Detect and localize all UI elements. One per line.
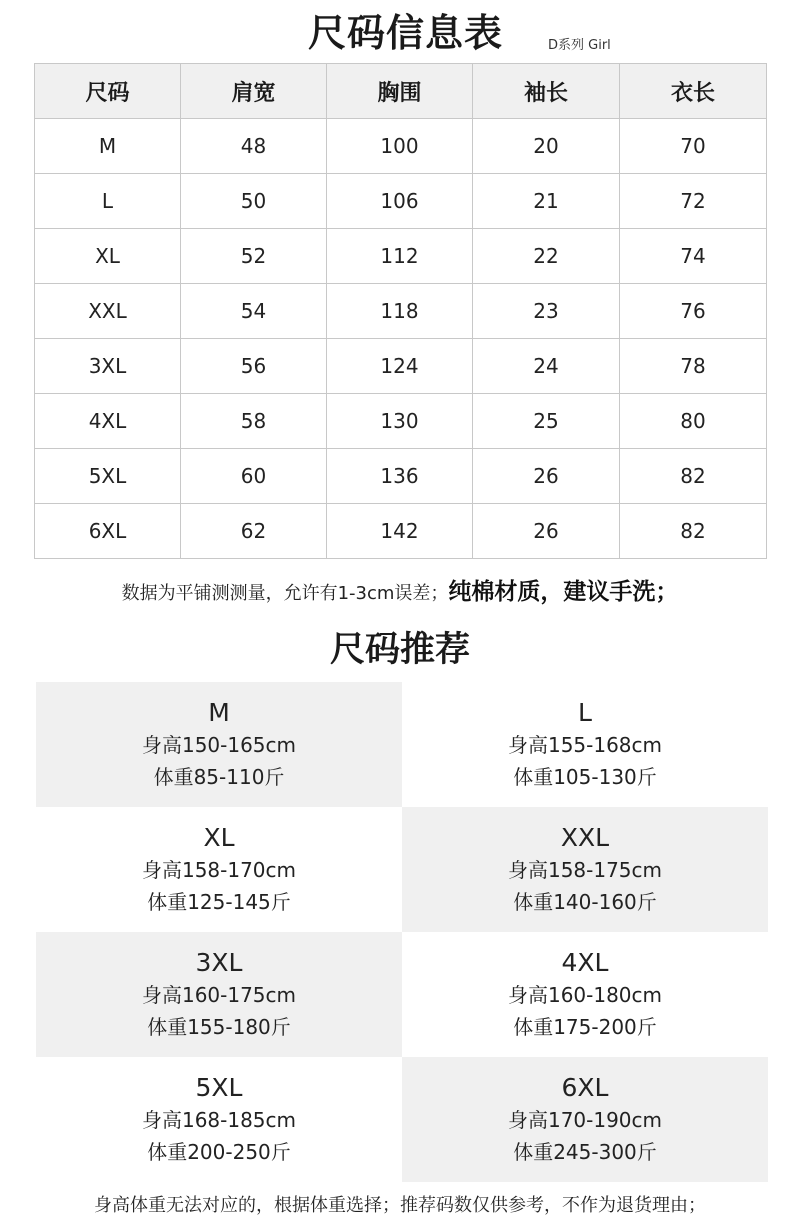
page-title: 尺码信息表 — [308, 11, 504, 55]
table-cell: 100 — [327, 119, 473, 174]
header-length: 衣长 — [620, 64, 767, 119]
table-row — [35, 504, 767, 559]
table-row — [35, 174, 767, 229]
table-cell: 25 — [473, 394, 620, 449]
table-cell: 6XL — [35, 504, 181, 559]
table-cell: 50 — [181, 174, 327, 229]
recommend-weight: 体重155-180斤 — [147, 1014, 291, 1039]
recommend-height: 身高160-180cm — [507, 982, 663, 1007]
table-cell: 62 — [181, 504, 327, 559]
recommend-weight: 体重140-160斤 — [513, 889, 657, 914]
table-row — [35, 394, 767, 449]
table-cell: XXL — [35, 284, 181, 339]
table-cell: 5XL — [35, 449, 181, 504]
table-cell: 72 — [620, 174, 767, 229]
recommend-size: 4XL — [561, 947, 609, 977]
recommend-card — [402, 807, 768, 932]
recommend-size: M — [208, 697, 230, 727]
recommend-height: 身高158-175cm — [507, 857, 663, 882]
table-header-row — [35, 64, 767, 119]
table-cell: 26 — [473, 449, 620, 504]
table-cell: 78 — [620, 339, 767, 394]
recommend-weight: 体重245-300斤 — [513, 1139, 657, 1164]
measurement-note — [0, 574, 800, 612]
footer-disclaimer: 身高体重无法对应的，根据体重选择；推荐码数仅供参考，不作为退货理由； — [94, 1195, 706, 1216]
series-tag: D系列 Girl — [548, 38, 611, 53]
table-cell: L — [35, 174, 181, 229]
recommend-weight: 体重200-250斤 — [147, 1139, 291, 1164]
note-measurement: 数据为平铺测测量，允许有1-3cm误差； — [121, 583, 449, 604]
table-cell: 124 — [327, 339, 473, 394]
table-cell: 142 — [327, 504, 473, 559]
recommend-card — [36, 682, 402, 807]
recommend-height: 身高155-168cm — [507, 732, 663, 757]
table-cell: M — [35, 119, 181, 174]
table-cell: 82 — [620, 449, 767, 504]
recommend-weight: 体重105-130斤 — [513, 764, 657, 789]
header-chest: 胸围 — [327, 64, 473, 119]
table-cell: 48 — [181, 119, 327, 174]
table-row — [35, 339, 767, 394]
recommend-size: L — [578, 697, 592, 727]
table-cell: 54 — [181, 284, 327, 339]
table-cell: 21 — [473, 174, 620, 229]
recommend-size: XL — [203, 822, 235, 852]
recommend-weight: 体重175-200斤 — [513, 1014, 657, 1039]
header-size: 尺码 — [35, 64, 181, 119]
table-cell: 58 — [181, 394, 327, 449]
table-cell: 3XL — [35, 339, 181, 394]
table-row — [35, 119, 767, 174]
recommend-size: 6XL — [561, 1072, 609, 1102]
table-row — [35, 229, 767, 284]
size-table — [34, 63, 767, 559]
recommend-height: 身高168-185cm — [141, 1107, 297, 1132]
table-cell: 112 — [327, 229, 473, 284]
table-cell: 74 — [620, 229, 767, 284]
recommend-size: 5XL — [195, 1072, 243, 1102]
recommend-size: 3XL — [195, 947, 243, 977]
table-cell: 26 — [473, 504, 620, 559]
recommend-height: 身高158-170cm — [141, 857, 297, 882]
table-cell: 80 — [620, 394, 767, 449]
recommend-weight: 体重85-110斤 — [153, 764, 285, 789]
recommend-size: XXL — [560, 822, 610, 852]
recommend-card — [402, 932, 768, 1057]
recommend-grid — [36, 682, 768, 1182]
table-cell: 4XL — [35, 394, 181, 449]
table-cell: 136 — [327, 449, 473, 504]
table-cell: 23 — [473, 284, 620, 339]
recommend-height: 身高170-190cm — [507, 1107, 663, 1132]
table-cell: 70 — [620, 119, 767, 174]
recommend-weight: 体重125-145斤 — [147, 889, 291, 914]
table-row — [35, 449, 767, 504]
table-cell: 56 — [181, 339, 327, 394]
table-cell: 24 — [473, 339, 620, 394]
header-sleeve: 袖长 — [473, 64, 620, 119]
table-row — [35, 284, 767, 339]
recommend-card — [402, 1057, 768, 1182]
recommend-card — [36, 932, 402, 1057]
header-shoulder: 肩宽 — [181, 64, 327, 119]
table-cell: 52 — [181, 229, 327, 284]
recommend-card — [36, 807, 402, 932]
recommend-height: 身高150-165cm — [141, 732, 297, 757]
note-material: 纯棉材质，建议手洗； — [448, 579, 679, 605]
table-cell: 60 — [181, 449, 327, 504]
table-cell: 22 — [473, 229, 620, 284]
table-cell: 106 — [327, 174, 473, 229]
recommend-height: 身高160-175cm — [141, 982, 297, 1007]
table-cell: 118 — [327, 284, 473, 339]
recommend-card — [402, 682, 768, 807]
table-cell: XL — [35, 229, 181, 284]
table-cell: 20 — [473, 119, 620, 174]
recommend-card — [36, 1057, 402, 1182]
table-cell: 130 — [327, 394, 473, 449]
recommend-title: 尺码推荐 — [329, 630, 470, 670]
table-cell: 76 — [620, 284, 767, 339]
title-row — [0, 8, 800, 58]
table-cell: 82 — [620, 504, 767, 559]
